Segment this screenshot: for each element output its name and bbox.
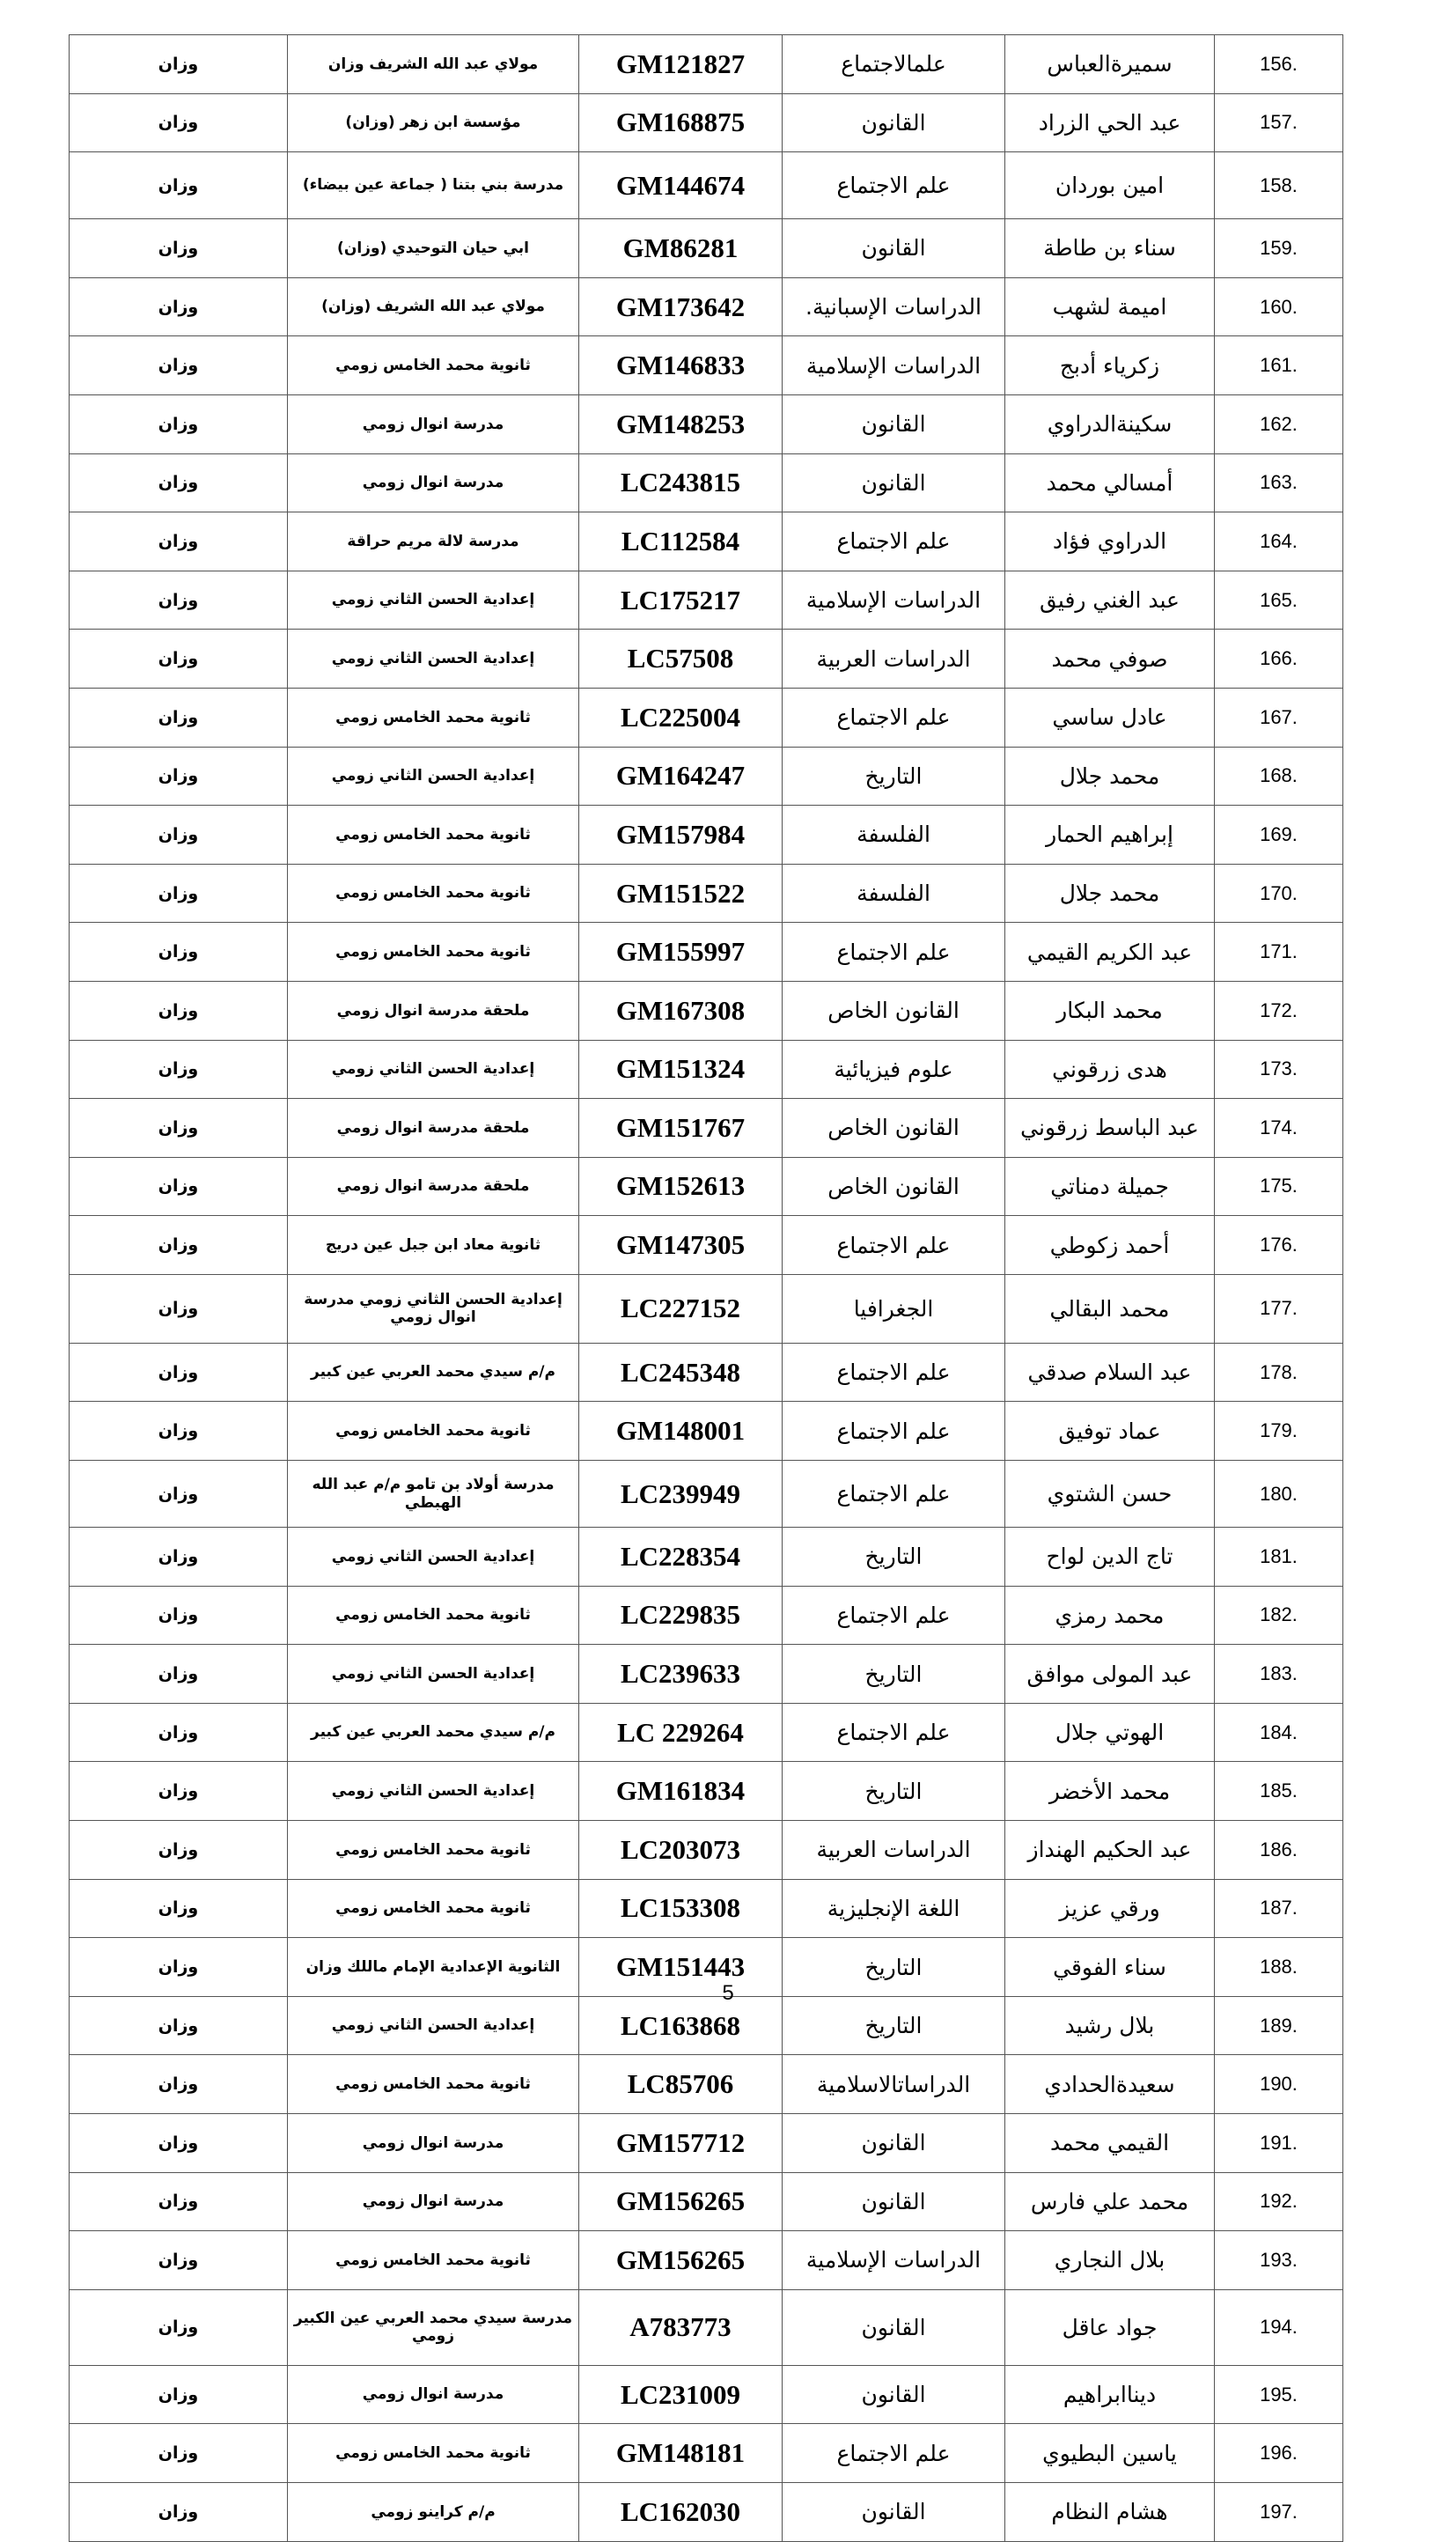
cell-spec: الدراسات الإسلامية xyxy=(783,571,1005,630)
cell-name: زكرياء أدبج xyxy=(1005,336,1215,395)
cell-school: مدرسة انوال زومي xyxy=(288,2172,579,2231)
cell-num: 181. xyxy=(1215,1528,1343,1587)
cell-city: وزان xyxy=(70,277,288,336)
cell-code: GM161834 xyxy=(579,1762,783,1821)
table-row xyxy=(70,277,1343,336)
cell-code: LC153308 xyxy=(579,1879,783,1938)
cell-city: وزان xyxy=(70,2055,288,2114)
cell-city: وزان xyxy=(70,2482,288,2541)
cell-spec: القانون xyxy=(783,2482,1005,2541)
cell-name: سناء الفوقي xyxy=(1005,1938,1215,1997)
cell-school: ثانوية محمد الخامس زومي xyxy=(288,1402,579,1461)
cell-code: GM146833 xyxy=(579,336,783,395)
cell-name: هدى زرقوني xyxy=(1005,1040,1215,1099)
cell-school: م/م سيدي محمد العربي عين كبير xyxy=(288,1343,579,1402)
cell-city: وزان xyxy=(70,219,288,278)
cell-school: إعدادية الحسن الثاني زومي xyxy=(288,1528,579,1587)
cell-spec: القانون xyxy=(783,219,1005,278)
cell-num: 167. xyxy=(1215,688,1343,747)
cell-spec: اللغة الإنجليزية xyxy=(783,1879,1005,1938)
cell-name: القيمي محمد xyxy=(1005,2114,1215,2173)
cell-name: محمد جلال xyxy=(1005,747,1215,806)
cell-code: GM148253 xyxy=(579,394,783,453)
cell-code: LC112584 xyxy=(579,512,783,571)
table-row xyxy=(70,394,1343,453)
cell-spec: الجغرافيا xyxy=(783,1274,1005,1343)
cell-code: GM167308 xyxy=(579,981,783,1040)
cell-num: 170. xyxy=(1215,864,1343,923)
table-row xyxy=(70,1040,1343,1099)
cell-city: وزان xyxy=(70,35,288,94)
table-row xyxy=(70,630,1343,689)
cell-school: مولاي عبد الله الشريف (وزان) xyxy=(288,277,579,336)
cell-num: 185. xyxy=(1215,1762,1343,1821)
cell-name: أمسالي محمد xyxy=(1005,453,1215,512)
cell-num: 179. xyxy=(1215,1402,1343,1461)
cell-num: 182. xyxy=(1215,1586,1343,1645)
cell-name: عبد الكريم القيمي xyxy=(1005,923,1215,982)
table-row xyxy=(70,219,1343,278)
cell-city: وزان xyxy=(70,1996,288,2055)
table-row xyxy=(70,2289,1343,2365)
table-row xyxy=(70,1645,1343,1704)
cell-school: إعدادية الحسن الثاني زومي xyxy=(288,571,579,630)
table-row xyxy=(70,806,1343,865)
cell-num: 197. xyxy=(1215,2482,1343,2541)
cell-name: بلال رشيد xyxy=(1005,1996,1215,2055)
table-row xyxy=(70,512,1343,571)
cell-city: وزان xyxy=(70,981,288,1040)
page-number: 5 xyxy=(722,1981,734,2005)
cell-school: ثانوية محمد الخامس زومي xyxy=(288,923,579,982)
cell-city: وزان xyxy=(70,1645,288,1704)
cell-name: سكينةالدراوي xyxy=(1005,394,1215,453)
cell-city: وزان xyxy=(70,747,288,806)
cell-name: ورقي عزيز xyxy=(1005,1879,1215,1938)
cell-num: 177. xyxy=(1215,1274,1343,1343)
cell-school: مدرسة أولاد بن تامو م/م عبد الله الهبطي xyxy=(288,1461,579,1528)
cell-num: 186. xyxy=(1215,1821,1343,1880)
cell-num: 160. xyxy=(1215,277,1343,336)
cell-name: محمد جلال xyxy=(1005,864,1215,923)
cell-code: GM157712 xyxy=(579,2114,783,2173)
cell-name: بلال النجاري xyxy=(1005,2231,1215,2290)
cell-code: GM151443 xyxy=(579,1938,783,1997)
table-row xyxy=(70,1402,1343,1461)
table-body xyxy=(70,35,1343,2542)
table-row xyxy=(70,1762,1343,1821)
cell-school: م/م كراينو زومي xyxy=(288,2482,579,2541)
table-row xyxy=(70,35,1343,94)
table-row xyxy=(70,1099,1343,1158)
cell-name: حسن الشتوي xyxy=(1005,1461,1215,1528)
cell-num: 187. xyxy=(1215,1879,1343,1938)
table-row xyxy=(70,2424,1343,2483)
cell-name: أحمد زكوطي xyxy=(1005,1216,1215,1275)
cell-city: وزان xyxy=(70,512,288,571)
table-row xyxy=(70,2172,1343,2231)
cell-name: جميلة دمناتي xyxy=(1005,1157,1215,1216)
cell-name: ياسين البطيوي xyxy=(1005,2424,1215,2483)
table-row xyxy=(70,1528,1343,1587)
table-row xyxy=(70,1343,1343,1402)
cell-name: عبد الحكيم الهنداز xyxy=(1005,1821,1215,1880)
cell-city: وزان xyxy=(70,1216,288,1275)
cell-num: 165. xyxy=(1215,571,1343,630)
cell-spec: الدراسات الإسبانية. xyxy=(783,277,1005,336)
cell-name: محمد علي فارس xyxy=(1005,2172,1215,2231)
cell-spec: القانون الخاص xyxy=(783,1157,1005,1216)
cell-school: مدرسة بني بتنا ( جماعة عين بيضاء) xyxy=(288,152,579,219)
cell-num: 174. xyxy=(1215,1099,1343,1158)
cell-num: 157. xyxy=(1215,93,1343,152)
cell-num: 194. xyxy=(1215,2289,1343,2365)
cell-spec: علم الاجتماع xyxy=(783,1402,1005,1461)
cell-school: ثانوية محمد الخامس زومي xyxy=(288,336,579,395)
cell-school: ثانوية محمد الخامس زومي xyxy=(288,1586,579,1645)
cell-city: وزان xyxy=(70,2365,288,2424)
cell-spec: القانون xyxy=(783,2114,1005,2173)
cell-city: وزان xyxy=(70,1274,288,1343)
cell-spec: القانون xyxy=(783,2172,1005,2231)
cell-school: ابي حيان التوحيدي (وزان) xyxy=(288,219,579,278)
cell-spec: التاريخ xyxy=(783,747,1005,806)
cell-name: عبد المولى موافق xyxy=(1005,1645,1215,1704)
cell-spec: علوم فيزيائية xyxy=(783,1040,1005,1099)
cell-code: LC225004 xyxy=(579,688,783,747)
cell-code: GM148001 xyxy=(579,1402,783,1461)
cell-code: GM157984 xyxy=(579,806,783,865)
cell-city: وزان xyxy=(70,806,288,865)
cell-code: LC227152 xyxy=(579,1274,783,1343)
cell-num: 175. xyxy=(1215,1157,1343,1216)
cell-city: وزان xyxy=(70,1040,288,1099)
cell-code: GM155997 xyxy=(579,923,783,982)
cell-code: GM151767 xyxy=(579,1099,783,1158)
cell-spec: القانون الخاص xyxy=(783,981,1005,1040)
cell-school: إعدادية الحسن الثاني زومي xyxy=(288,1996,579,2055)
cell-school: ثانوية محمد الخامس زومي xyxy=(288,806,579,865)
cell-school: ملحقة مدرسة انوال زومي xyxy=(288,1099,579,1158)
cell-num: 161. xyxy=(1215,336,1343,395)
cell-code: LC203073 xyxy=(579,1821,783,1880)
cell-name: جواد عاقل xyxy=(1005,2289,1215,2365)
cell-num: 168. xyxy=(1215,747,1343,806)
cell-name: محمد الأخضر xyxy=(1005,1762,1215,1821)
cell-name: عادل ساسي xyxy=(1005,688,1215,747)
cell-city: وزان xyxy=(70,93,288,152)
cell-city: وزان xyxy=(70,630,288,689)
cell-school: ثانوية محمد الخامس زومي xyxy=(288,2424,579,2483)
cell-name: هشام النظام xyxy=(1005,2482,1215,2541)
cell-spec: الدراسات العربية xyxy=(783,630,1005,689)
cell-spec: علم الاجتماع xyxy=(783,1703,1005,1762)
cell-code: GM156265 xyxy=(579,2172,783,2231)
cell-num: 164. xyxy=(1215,512,1343,571)
table-row xyxy=(70,2055,1343,2114)
cell-school: إعدادية الحسن الثاني زومي xyxy=(288,1040,579,1099)
table-row xyxy=(70,2231,1343,2290)
cell-code: LC 229264 xyxy=(579,1703,783,1762)
table-row xyxy=(70,981,1343,1040)
cell-school: إعدادية الحسن الثاني زومي xyxy=(288,1762,579,1821)
cell-city: وزان xyxy=(70,1343,288,1402)
cell-num: 172. xyxy=(1215,981,1343,1040)
cell-spec: الدراسات الإسلامية xyxy=(783,2231,1005,2290)
cell-spec: علم الاجتماع xyxy=(783,923,1005,982)
table-row xyxy=(70,2365,1343,2424)
cell-city: وزان xyxy=(70,1762,288,1821)
cell-name: عماد توفيق xyxy=(1005,1402,1215,1461)
cell-spec: القانون الخاص xyxy=(783,1099,1005,1158)
cell-spec: القانون xyxy=(783,93,1005,152)
cell-city: وزان xyxy=(70,1879,288,1938)
cell-school: مدرسة انوال زومي xyxy=(288,2114,579,2173)
cell-code: GM156265 xyxy=(579,2231,783,2290)
cell-num: 173. xyxy=(1215,1040,1343,1099)
cell-city: وزان xyxy=(70,453,288,512)
table-row xyxy=(70,923,1343,982)
cell-num: 159. xyxy=(1215,219,1343,278)
cell-city: وزان xyxy=(70,1157,288,1216)
table-row xyxy=(70,1821,1343,1880)
cell-num: 162. xyxy=(1215,394,1343,453)
cell-spec: القانون xyxy=(783,2365,1005,2424)
cell-spec: التاريخ xyxy=(783,1528,1005,1587)
cell-school: مدرسة انوال زومي xyxy=(288,2365,579,2424)
cell-num: 178. xyxy=(1215,1343,1343,1402)
cell-spec: علم الاجتماع xyxy=(783,152,1005,219)
cell-spec: علم الاجتماع xyxy=(783,1216,1005,1275)
table-row xyxy=(70,2114,1343,2173)
cell-spec: علم الاجتماع xyxy=(783,512,1005,571)
cell-school: إعدادية الحسن الثاني زومي xyxy=(288,630,579,689)
cell-num: 171. xyxy=(1215,923,1343,982)
cell-spec: التاريخ xyxy=(783,1938,1005,1997)
cell-school: مولاي عبد الله الشريف وزان xyxy=(288,35,579,94)
cell-name: عبد الحي الزراد xyxy=(1005,93,1215,152)
cell-name: محمد البكار xyxy=(1005,981,1215,1040)
cell-name: صوفي محمد xyxy=(1005,630,1215,689)
cell-spec: علم الاجتماع xyxy=(783,1461,1005,1528)
cell-city: وزان xyxy=(70,1821,288,1880)
cell-city: وزان xyxy=(70,923,288,982)
cell-school: إعدادية الحسن الثاني زومي مدرسة انوال زومي xyxy=(288,1274,579,1343)
cell-city: وزان xyxy=(70,1938,288,1997)
cell-code: LC243815 xyxy=(579,453,783,512)
cell-city: وزان xyxy=(70,864,288,923)
cell-spec: الدراسات العربية xyxy=(783,1821,1005,1880)
cell-name: عبد الباسط زرقوني xyxy=(1005,1099,1215,1158)
cell-num: 193. xyxy=(1215,2231,1343,2290)
candidates-table xyxy=(69,34,1343,2542)
cell-name: إبراهيم الحمار xyxy=(1005,806,1215,865)
cell-code: GM173642 xyxy=(579,277,783,336)
table-row xyxy=(70,2482,1343,2541)
cell-code: LC57508 xyxy=(579,630,783,689)
cell-num: 163. xyxy=(1215,453,1343,512)
cell-city: وزان xyxy=(70,1528,288,1587)
cell-city: وزان xyxy=(70,2114,288,2173)
cell-name: عبد السلام صدقي xyxy=(1005,1343,1215,1402)
cell-spec: علم الاجتماع xyxy=(783,2424,1005,2483)
cell-city: وزان xyxy=(70,1461,288,1528)
cell-school: مدرسة انوال زومي xyxy=(288,394,579,453)
cell-spec: الدراساتالاسلامية xyxy=(783,2055,1005,2114)
cell-school: ثانوية محمد الخامس زومي xyxy=(288,864,579,923)
cell-num: 196. xyxy=(1215,2424,1343,2483)
cell-school: ثانوية محمد الخامس زومي xyxy=(288,1879,579,1938)
cell-city: وزان xyxy=(70,2289,288,2365)
cell-spec: القانون xyxy=(783,394,1005,453)
cell-num: 195. xyxy=(1215,2365,1343,2424)
cell-code: GM147305 xyxy=(579,1216,783,1275)
table-row xyxy=(70,1274,1343,1343)
cell-spec: علمالاجتماع xyxy=(783,35,1005,94)
cell-code: A783773 xyxy=(579,2289,783,2365)
cell-spec: الدراسات الإسلامية xyxy=(783,336,1005,395)
cell-code: GM148181 xyxy=(579,2424,783,2483)
cell-spec: التاريخ xyxy=(783,1996,1005,2055)
table-row xyxy=(70,1703,1343,1762)
cell-code: GM151324 xyxy=(579,1040,783,1099)
cell-city: وزان xyxy=(70,394,288,453)
cell-school: م/م سيدي محمد العربي عين كبير xyxy=(288,1703,579,1762)
cell-num: 192. xyxy=(1215,2172,1343,2231)
cell-num: 169. xyxy=(1215,806,1343,865)
cell-name: اميمة لشهب xyxy=(1005,277,1215,336)
cell-school: ثانوية محمد الخامس زومي xyxy=(288,1821,579,1880)
table-row xyxy=(70,864,1343,923)
cell-name: الهوتي جلال xyxy=(1005,1703,1215,1762)
cell-code: GM151522 xyxy=(579,864,783,923)
cell-name: ديناابراهيم xyxy=(1005,2365,1215,2424)
cell-spec: التاريخ xyxy=(783,1645,1005,1704)
cell-num: 156. xyxy=(1215,35,1343,94)
table-row xyxy=(70,1216,1343,1275)
cell-name: محمد البقالي xyxy=(1005,1274,1215,1343)
cell-city: وزان xyxy=(70,688,288,747)
cell-code: GM144674 xyxy=(579,152,783,219)
cell-num: 189. xyxy=(1215,1996,1343,2055)
cell-code: GM121827 xyxy=(579,35,783,94)
cell-code: GM86281 xyxy=(579,219,783,278)
cell-school: ثانوية محمد الخامس زومي xyxy=(288,2231,579,2290)
cell-code: LC245348 xyxy=(579,1343,783,1402)
cell-city: وزان xyxy=(70,571,288,630)
cell-code: LC85706 xyxy=(579,2055,783,2114)
table-row xyxy=(70,1461,1343,1528)
cell-school: إعدادية الحسن الثاني زومي xyxy=(288,747,579,806)
cell-num: 158. xyxy=(1215,152,1343,219)
cell-num: 190. xyxy=(1215,2055,1343,2114)
cell-name: محمد رمزي xyxy=(1005,1586,1215,1645)
cell-name: الدراوي فؤاد xyxy=(1005,512,1215,571)
cell-code: GM152613 xyxy=(579,1157,783,1216)
cell-num: 188. xyxy=(1215,1938,1343,1997)
cell-code: GM164247 xyxy=(579,747,783,806)
cell-spec: علم الاجتماع xyxy=(783,1343,1005,1402)
cell-city: وزان xyxy=(70,2172,288,2231)
cell-code: LC229835 xyxy=(579,1586,783,1645)
cell-num: 191. xyxy=(1215,2114,1343,2173)
cell-city: وزان xyxy=(70,336,288,395)
cell-school: مؤسسة ابن زهر (وزان) xyxy=(288,93,579,152)
cell-code: LC239633 xyxy=(579,1645,783,1704)
cell-school: مدرسة سيدي محمد العربي عين الكبير زومي xyxy=(288,2289,579,2365)
cell-spec: الفلسفة xyxy=(783,864,1005,923)
table-row xyxy=(70,747,1343,806)
cell-code: LC231009 xyxy=(579,2365,783,2424)
cell-code: LC175217 xyxy=(579,571,783,630)
table-row xyxy=(70,1586,1343,1645)
cell-num: 180. xyxy=(1215,1461,1343,1528)
cell-code: LC163868 xyxy=(579,1996,783,2055)
cell-code: LC239949 xyxy=(579,1461,783,1528)
cell-spec: علم الاجتماع xyxy=(783,688,1005,747)
cell-spec: القانون xyxy=(783,2289,1005,2365)
cell-spec: علم الاجتماع xyxy=(783,1586,1005,1645)
table-row xyxy=(70,1157,1343,1216)
table-row xyxy=(70,1879,1343,1938)
cell-school: الثانوية الإعدادية الإمام ماللك وزان xyxy=(288,1938,579,1997)
cell-city: وزان xyxy=(70,152,288,219)
cell-school: ثانوية محمد الخامس زومي xyxy=(288,688,579,747)
table-row xyxy=(70,336,1343,395)
cell-name: عبد الغني رفيق xyxy=(1005,571,1215,630)
cell-num: 183. xyxy=(1215,1645,1343,1704)
table-row xyxy=(70,688,1343,747)
table-row xyxy=(70,152,1343,219)
cell-school: إعدادية الحسن الثاني زومي xyxy=(288,1645,579,1704)
cell-school: ثانوية محمد الخامس زومي xyxy=(288,2055,579,2114)
table-row xyxy=(70,571,1343,630)
cell-city: وزان xyxy=(70,1586,288,1645)
cell-name: سناء بن طاطة xyxy=(1005,219,1215,278)
cell-school: ثانوية معاد ابن جبل عين دريج xyxy=(288,1216,579,1275)
cell-code: LC162030 xyxy=(579,2482,783,2541)
table-row xyxy=(70,453,1343,512)
cell-spec: القانون xyxy=(783,453,1005,512)
cell-code: LC228354 xyxy=(579,1528,783,1587)
cell-name: تاج الدين لواح xyxy=(1005,1528,1215,1587)
cell-school: ملحقة مدرسة انوال زومي xyxy=(288,981,579,1040)
cell-code: GM168875 xyxy=(579,93,783,152)
cell-name: سعيدةالحدادي xyxy=(1005,2055,1215,2114)
cell-school: مدرسة لالة مريم حراقة xyxy=(288,512,579,571)
table-row xyxy=(70,93,1343,152)
cell-spec: الفلسفة xyxy=(783,806,1005,865)
cell-city: وزان xyxy=(70,1703,288,1762)
cell-school: ملحقة مدرسة انوال زومي xyxy=(288,1157,579,1216)
cell-num: 166. xyxy=(1215,630,1343,689)
cell-city: وزان xyxy=(70,2424,288,2483)
cell-city: وزان xyxy=(70,2231,288,2290)
cell-city: وزان xyxy=(70,1099,288,1158)
cell-name: امين بوردان xyxy=(1005,152,1215,219)
cell-school: مدرسة انوال زومي xyxy=(288,453,579,512)
cell-num: 184. xyxy=(1215,1703,1343,1762)
cell-city: وزان xyxy=(70,1402,288,1461)
cell-name: سميرةالعباس xyxy=(1005,35,1215,94)
cell-num: 176. xyxy=(1215,1216,1343,1275)
cell-spec: التاريخ xyxy=(783,1762,1005,1821)
